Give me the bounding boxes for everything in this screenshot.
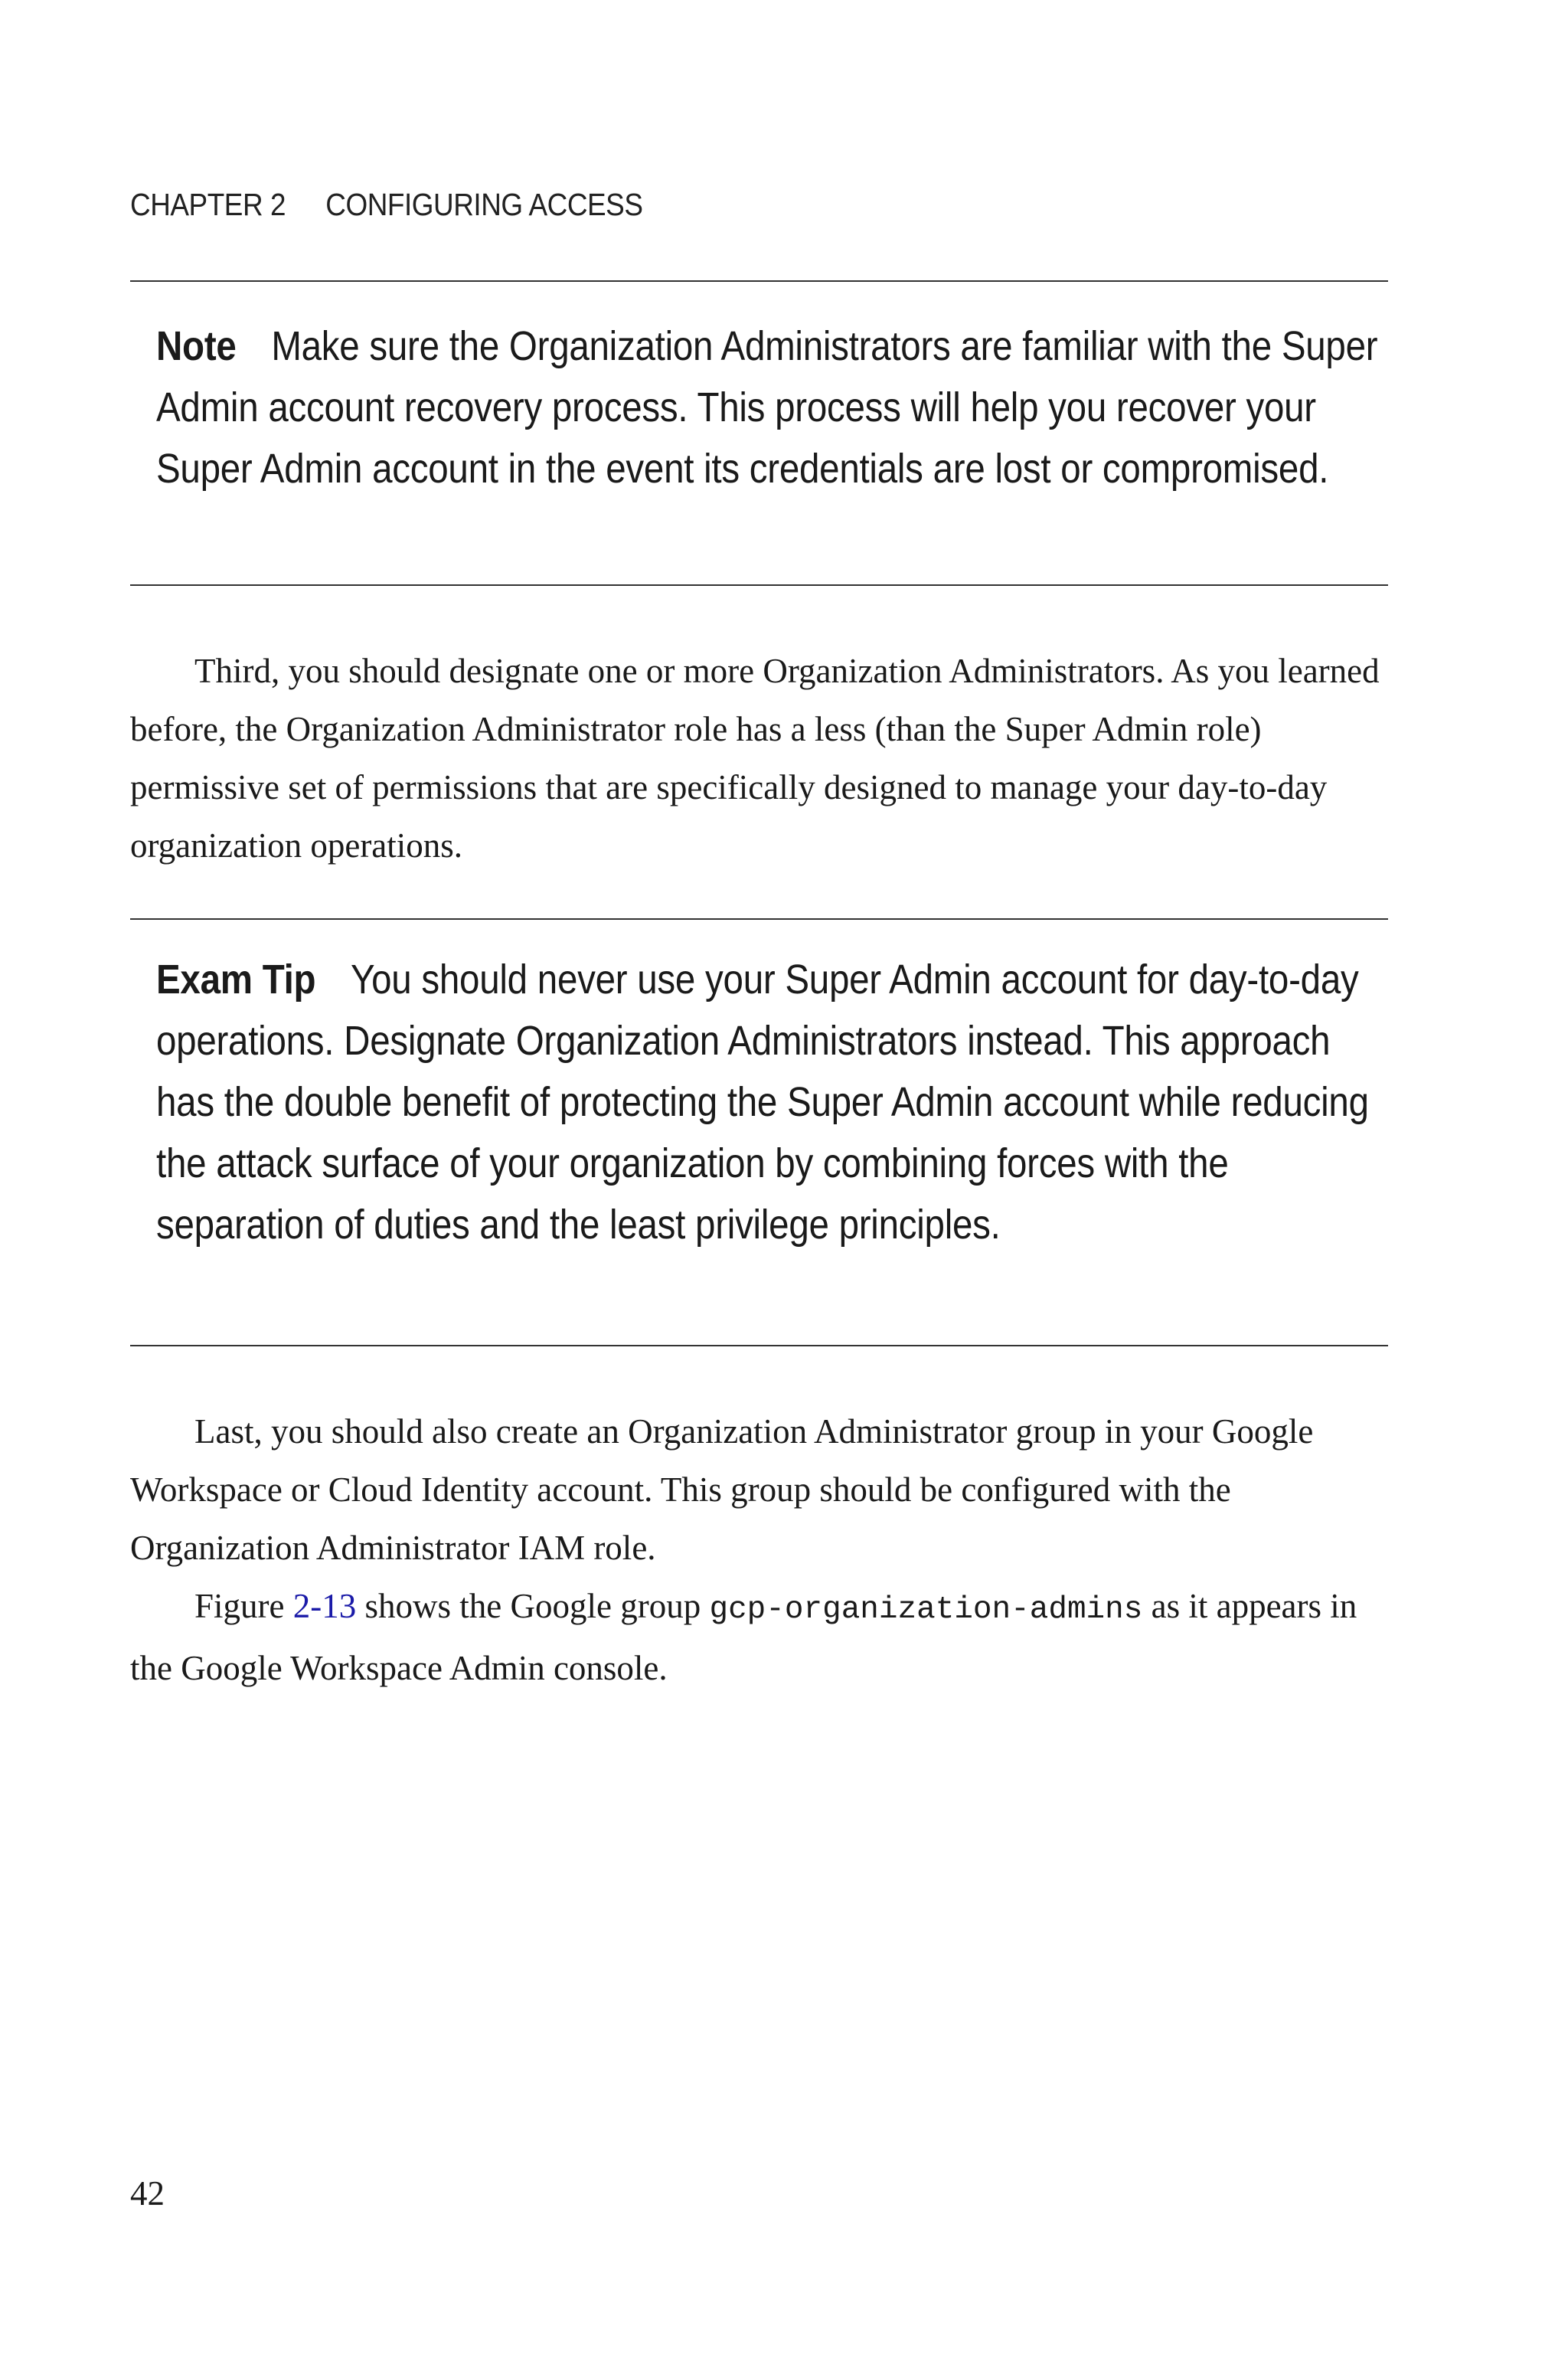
group-name-code: gcp-organization-admins: [709, 1592, 1143, 1627]
paragraph-figure-reference: [130, 1577, 1388, 1697]
note-text: Make sure the Organization Administrators are familiar with the Super Admin account recovery process. This process will help you recover your Super Admin account in the event its credentials are lost or compromised.: [156, 323, 1378, 492]
figure-middle-text: shows the Google group: [356, 1587, 710, 1625]
note-box: [130, 280, 1388, 586]
paragraph-admin-group: Last, you should also create an Organization Administrator group in your Google Workspace or Cloud Identity account. This group should be configured with the Organization Administrator IAM role.: [130, 1412, 1314, 1567]
running-head: [130, 187, 643, 223]
paragraph-designate-admins: Third, you should designate one or more Organization Administrators. As you learned before, the Organization Administrator role has a less (than the Super Admin role) permissive set of permissions that are specifically designed to manage your day-to-day organization operations.: [130, 652, 1380, 865]
figure-suffix: as it appears in the Google Workspace Admin console.: [130, 1587, 1357, 1687]
page-number: 42: [130, 2174, 165, 2213]
chapter-label: CHAPTER 2: [130, 187, 286, 222]
body-paragraph-2: [130, 1402, 1388, 1697]
exam-tip-text-block: [156, 949, 1383, 1255]
note-label: Note: [156, 323, 237, 369]
note-text-block: [156, 316, 1383, 499]
figure-link[interactable]: 2-13: [292, 1587, 357, 1625]
figure-prefix: Figure: [194, 1587, 293, 1625]
exam-tip-label: Exam Tip: [156, 957, 316, 1003]
body-paragraph-1: [130, 642, 1388, 875]
exam-tip-box: [130, 918, 1388, 1346]
exam-tip-text: You should never use your Super Admin account for day-to-day operations. Designate Organization Administrators instead. This approach has the double benefit of protecting the Super Admin account while reducing the attack surface of your organization by combining forces with the separation of duties and the least privilege principles.: [156, 957, 1369, 1248]
chapter-title: CONFIGURING ACCESS: [325, 187, 643, 222]
